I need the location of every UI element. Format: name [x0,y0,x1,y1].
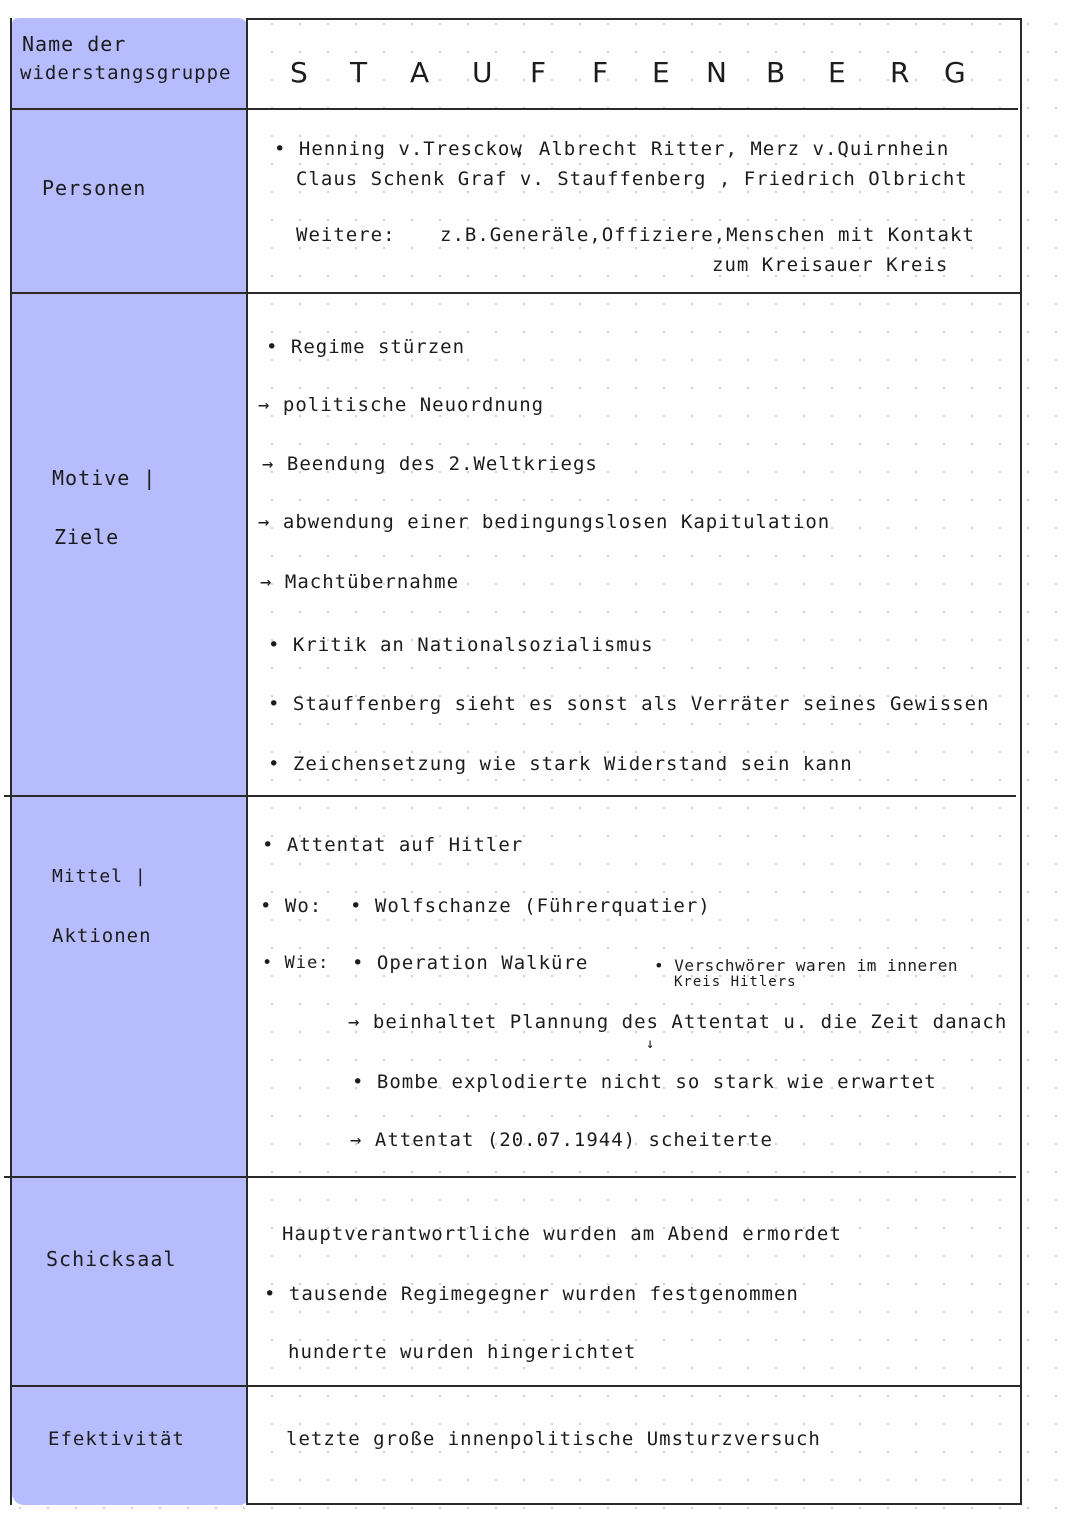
title-letter: T [350,56,368,89]
column-divider [246,18,248,1505]
title-letter: R [890,56,910,89]
schicksal-item: Hauptverantwortliche wurden am Abend ermordet [282,1223,842,1245]
schicksal-item: • tausende Regimegegner wurden festgenommen [264,1283,799,1305]
title-letter: F [530,56,547,89]
mittel-side-note-1: • Verschwörer waren im inneren [654,956,958,975]
motive-item: → Machtübernahme [260,571,460,593]
personen-weitere-text2: zum Kreisauer Kreis [712,254,949,276]
table-left-border [10,18,12,1505]
row-divider-motive [4,795,1016,797]
mittel-gescheitert: → Attentat (20.07.1944) scheiterte [350,1129,773,1151]
mittel-side-note-2: Kreis Hitlers [674,974,797,990]
row-divider-personen [10,292,1022,294]
down-arrow-icon: ↓ [646,1036,656,1052]
label-effektivitaet: Efektivität [48,1428,185,1450]
label-ziele: Ziele [54,525,120,549]
effektivitaet-text: letzte große innenpolitische Umsturzversuch [286,1428,821,1450]
label-motive: Motive | [52,466,157,490]
motive-item: • Regime stürzen [266,336,466,358]
row-divider-schicksal [10,1385,1022,1387]
motive-item: → abwendung einer bedingungslosen Kapitulation [258,511,831,533]
label-name-der: Name der [22,32,127,56]
table-top-border [246,18,1022,20]
label-mittel: Mittel | [52,866,147,887]
title-letter: A [410,56,430,89]
row-divider-mittel [4,1176,1016,1178]
motive-item: • Kritik an Nationalsozialismus [268,634,654,656]
label-widerstandsgruppe: widerstangsgruppe [20,62,232,84]
title-letter: B [766,56,786,89]
personen-weitere-text: z.B.Generäle,Offiziere,Menschen mit Kontakt [440,224,975,246]
title-letter: S [290,56,308,89]
mittel-beinhaltet: → beinhaltet Plannung des Attentat u. die Zeit danach [348,1011,1008,1033]
motive-item: → politische Neuordnung [258,394,545,416]
table-right-border [1020,18,1022,1505]
personen-line1b: , Albrecht Ritter, Merz v.Quirnhein [514,138,950,160]
title-letter: U [472,56,493,89]
label-personen: Personen [42,176,147,200]
schicksal-item: hunderte wurden hingerichtet [288,1341,637,1363]
label-schicksal: Schicksaal [46,1247,177,1271]
mittel-wo-label: • Wo: [260,895,323,917]
motive-item: • Zeichensetzung wie stark Widerstand sein kann [268,753,853,775]
title-letter: E [828,56,846,89]
mittel-wie-label: • Wie: [262,953,330,973]
title-letter: N [706,56,727,89]
mittel-wie-text: • Operation Walküre [352,952,589,974]
mittel-attentat: • Attentat auf Hitler [262,834,524,856]
personen-line2: Claus Schenk Graf v. Stauffenberg , Friedrich Olbricht [296,168,968,190]
motive-item: • Stauffenberg sieht es sonst als Verräter seines Gewissen [268,693,990,715]
mittel-bombe: • Bombe explodierte nicht so stark wie erwartet [352,1071,937,1093]
motive-item: → Beendung des 2.Weltkriegs [262,453,598,475]
table-bottom-border [246,1503,1022,1505]
label-column-highlight [12,18,248,1505]
title-letter: E [652,56,670,89]
personen-weitere-label: Weitere: [296,224,396,246]
mittel-wo-text: • Wolfschanze (Führerquatier) [350,895,711,917]
personen-line1a: • Henning v.Tresckow [274,138,523,160]
row-divider-title [10,108,1018,110]
title-letter: G [944,56,966,89]
label-aktionen: Aktionen [52,925,152,947]
title-letter: F [592,56,609,89]
